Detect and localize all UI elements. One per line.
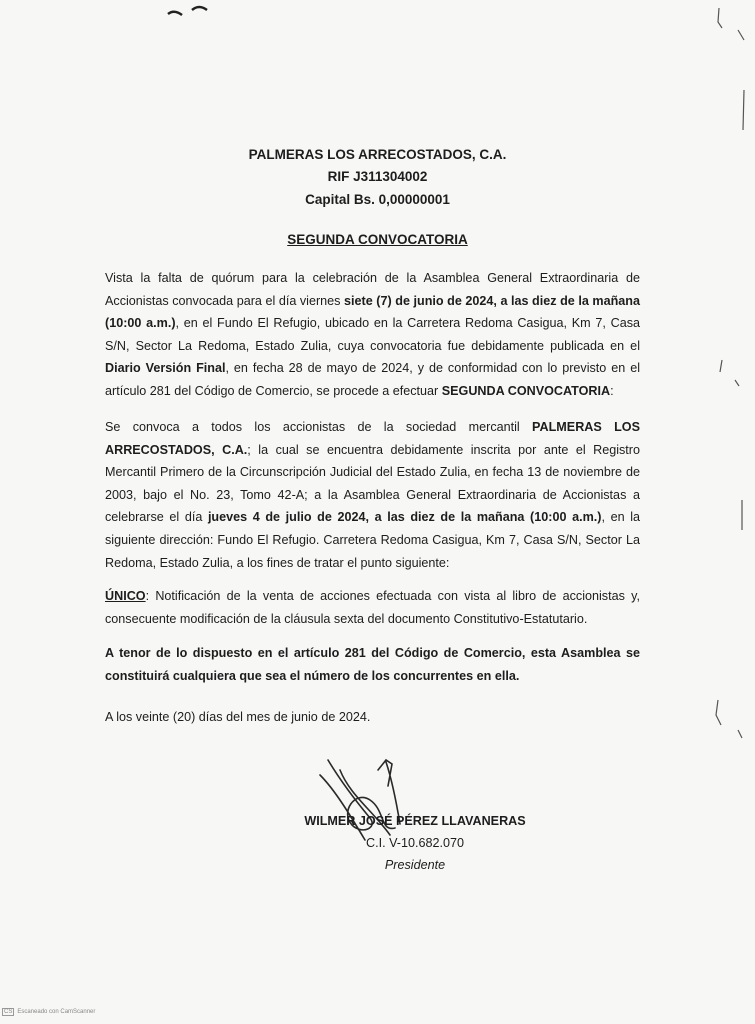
scan-artifact-edge: [716, 8, 744, 738]
paragraph-agenda: ÚNICO: Notificación de la venta de acciones efectuada con vista al libro de accionistas y, consecuente modificación de la cláusula sexta del documento Constitutivo-Estatutario.: [105, 589, 640, 626]
paragraph-legal-notice: A tenor de lo dispuesto en el artículo 281 del Código de Comercio, esta Asamblea se constituirá cualquiera que sea el número de los concurrentes en ella.: [105, 646, 640, 683]
signatory-id: C.I. V-10.682.070: [365, 836, 465, 850]
company-capital: Capital Bs. 0,00000001: [305, 192, 450, 207]
scanner-text: Escaneado con CamScanner: [17, 1009, 96, 1015]
paragraph-date: A los veinte (20) días del mes de junio de 2024.: [105, 710, 371, 724]
paragraph-intro: Vista la falta de quórum para la celebración de la Asamblea General Extraordinaria de Accionistas convocada para el día viernes siete (7) de junio de 2024, a las diez de la mañana (10:00 a.m.), en el Fundo El Refugio, ubicado en la Carretera Redoma Casigua, Km 7, Casa S/N, Sector La Redoma, Estado Zulia, cuya convocatoria fue debidamente publicada en el Diario Versión Final, en fecha 28 de mayo de 2024, y de conformidad con lo previsto en el artículo 281 del Código de Comercio, se procede a efectuar SEGUNDA CONVOCATORIA:: [105, 271, 641, 398]
document-title: SEGUNDA CONVOCATORIA: [287, 232, 468, 247]
company-rif: RIF J311304002: [327, 169, 428, 184]
company-name: PALMERAS LOS ARRECOSTADOS, C.A.: [248, 147, 507, 162]
scanner-watermark: [2, 1008, 95, 1016]
agenda-label: ÚNICO: [105, 589, 146, 603]
signatory-role: Presidente: [384, 858, 446, 872]
signature-block: [280, 810, 550, 876]
paragraph-convocation: Se convoca a todos los accionistas de la sociedad mercantil PALMERAS LOS ARRECOSTADOS, C.A.; la cual se encuentra debidamente inscrita por ante el Registro Mercantil Primero de la Circunscripción Judicial del Estado Zulia, en fecha 13 de noviembre de 2003, bajo el No. 23, Tomo 42-A; a la Asamblea General Extraordinaria de Accionistas a celebrarse el día jueves 4 de julio de 2024, a las diez de la mañana (10:00 a.m.), en la siguiente dirección: Fundo El Refugio. Carretera Redoma Casigua, Km 7, Casa S/N, Sector La Redoma, Estado Zulia, a los fines de tratar el punto siguiente:: [105, 420, 640, 570]
camscanner-logo: CS: [4, 1009, 13, 1015]
signatory-name: WILMER JOSÉ PÉREZ LLAVANERAS: [304, 814, 526, 828]
scan-artifact-top: [168, 7, 207, 15]
